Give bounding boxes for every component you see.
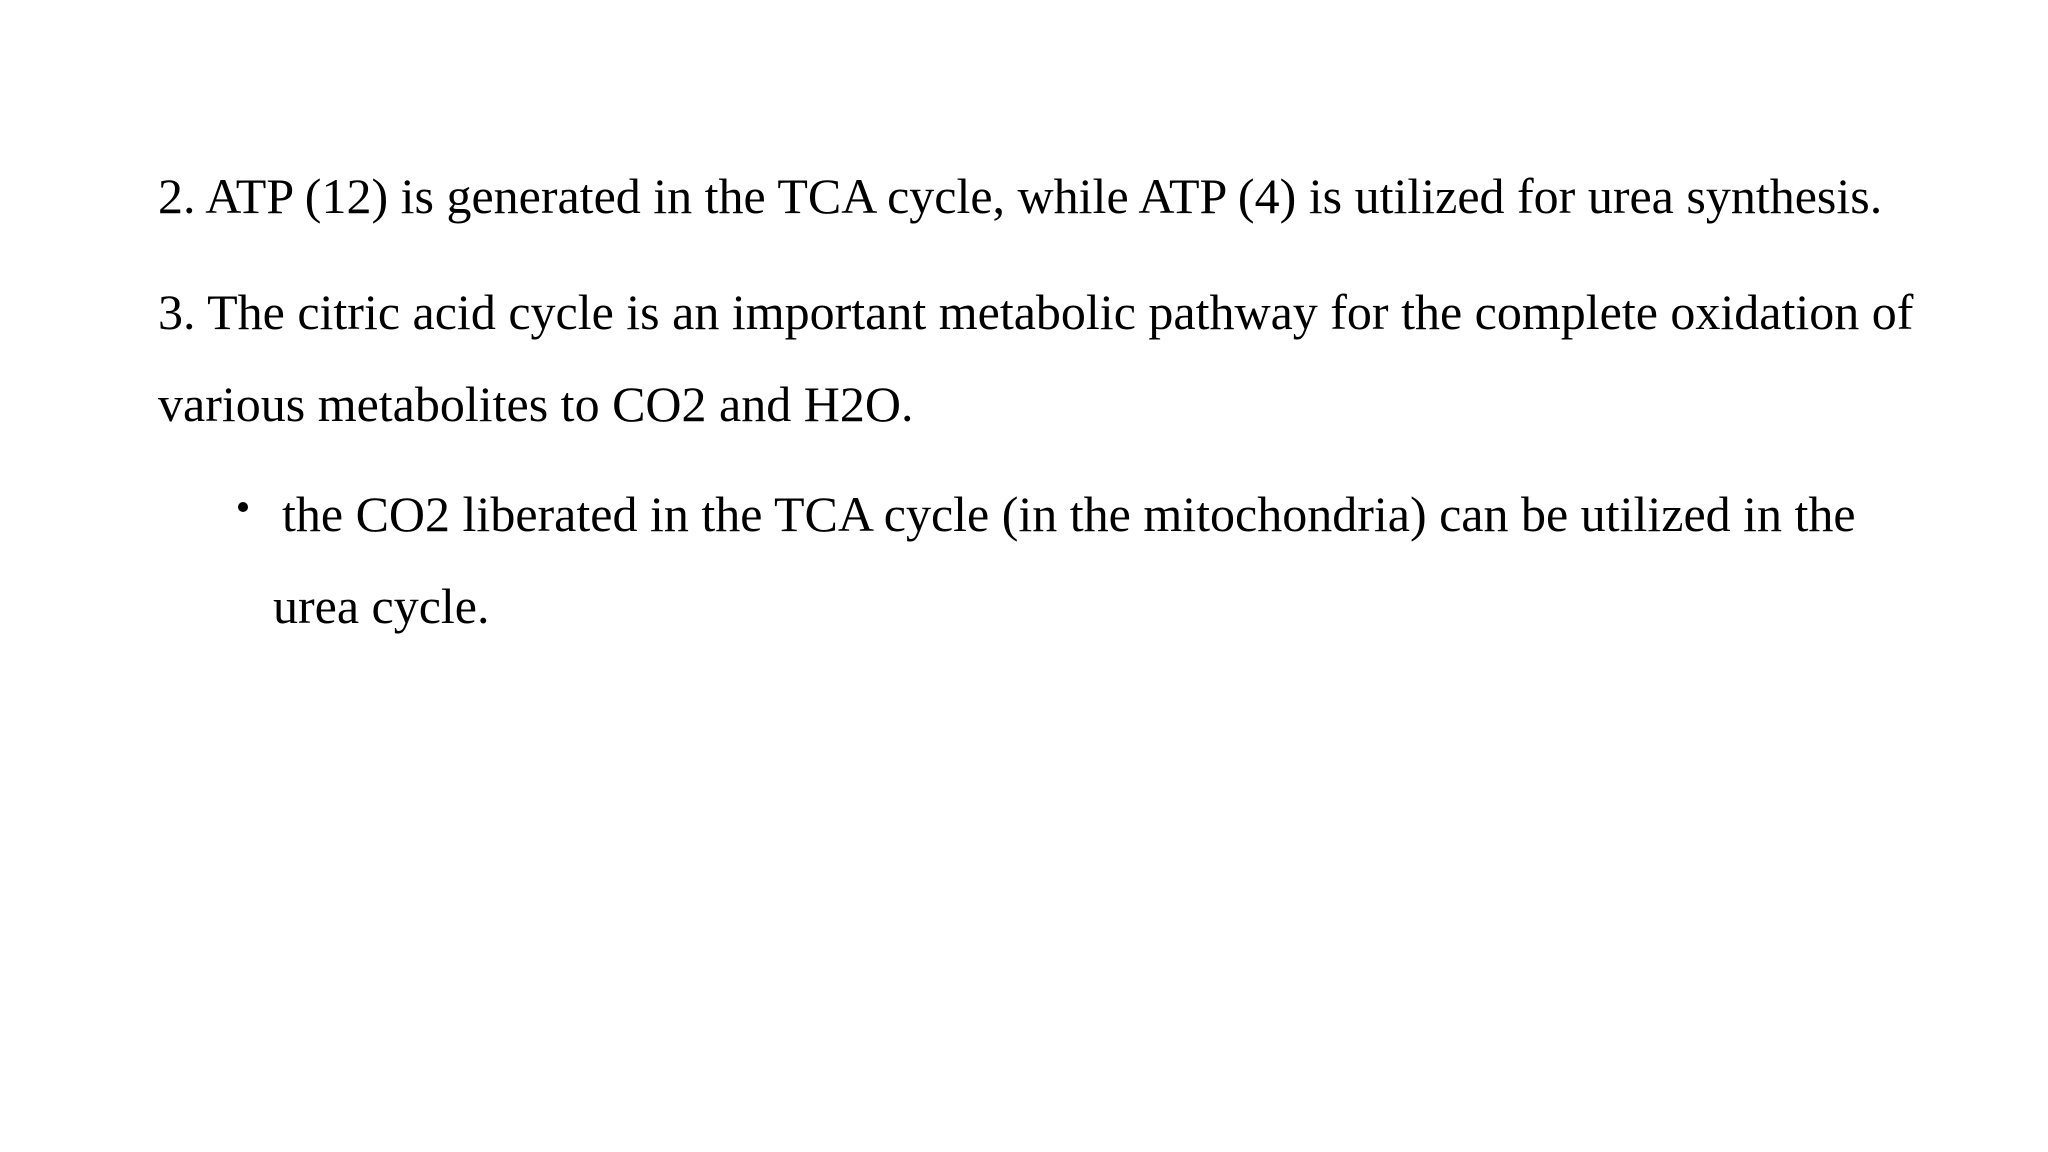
bullet-text: the CO2 liberated in the TCA cycle (in the mitochondria) can be utilized in the urea cycle. (273, 486, 1856, 634)
slide-content (158, 150, 1918, 652)
paragraph-3-citric-acid-cycle: 3. The citric acid cycle is an important metabolic pathway for the complete oxidation of various metabolites to CO2 and H2O. (158, 284, 1914, 432)
bullet-icon (238, 502, 248, 512)
bullet-item-co2 (158, 468, 1918, 652)
paragraph-2-atp: 2. ATP (12) is generated in the TCA cycle, while ATP (4) is utilized for urea synthesis. (158, 168, 1883, 224)
